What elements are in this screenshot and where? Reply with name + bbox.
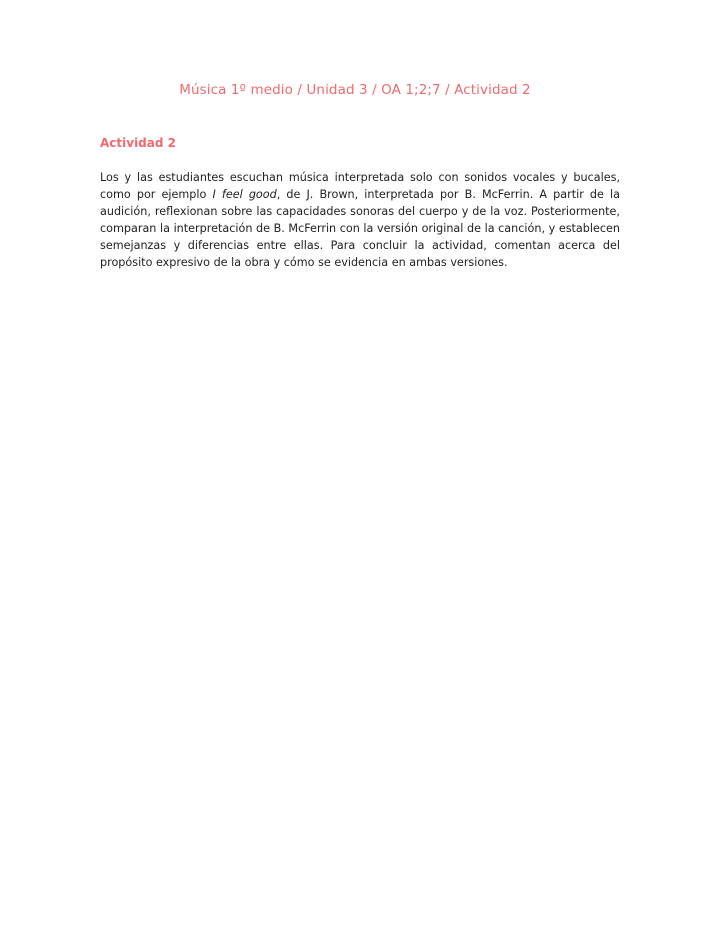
page-header: Música 1º medio / Unidad 3 / OA 1;2;7 / Actividad 2	[179, 82, 531, 98]
song-title: I feel good	[212, 188, 277, 202]
paragraph-text-start: Los y las estudiantes escuchan música interpretada solo con sonidos vocales y bucales, como por ejemplo	[100, 171, 620, 202]
activity-paragraph	[100, 169, 620, 271]
activity-title: Actividad 2	[100, 136, 176, 150]
paragraph-text-end: , de J. Brown, interpretada por B. McFerrin. A partir de la audición, reflexionan sobre las capacidades sonoras del cuerpo y de la voz. Posteriormente, comparan la interpretación de B. McFerrin con la versión original de la canción, y establecen semejanzas y diferencias entre ellas. Para concluir la actividad, comentan acerca del propósito expresivo de la obra y cómo se evidencia en ambas versiones.	[100, 188, 620, 270]
